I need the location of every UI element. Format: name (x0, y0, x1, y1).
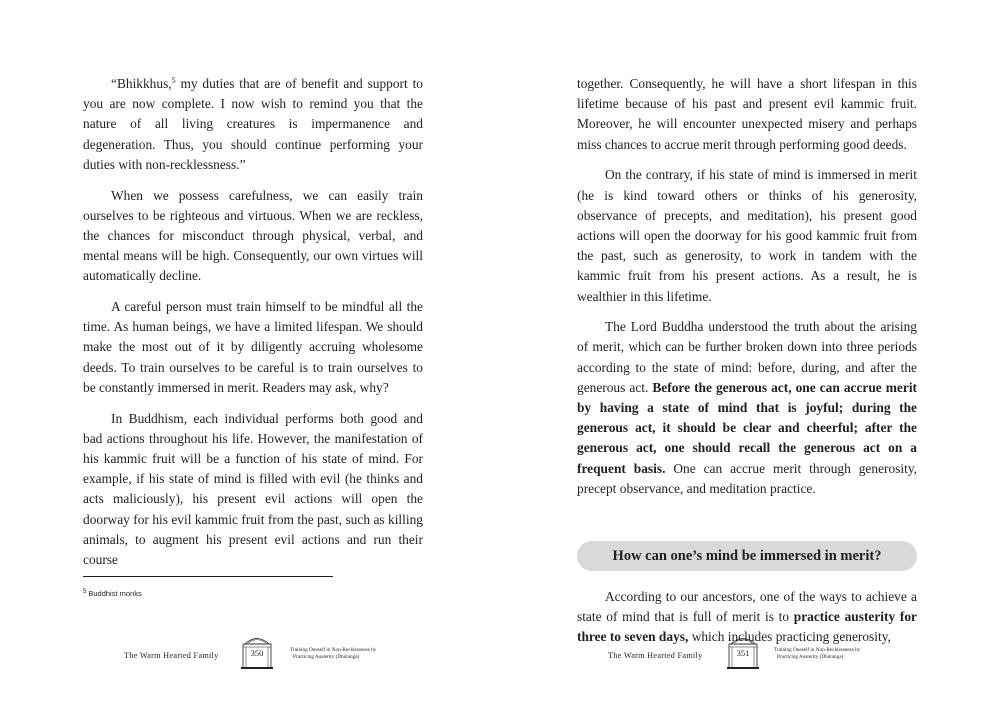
page-number: 351 (736, 648, 750, 658)
footnote (83, 589, 142, 598)
page-footer (0, 632, 500, 672)
footnote-marker[interactable]: 5 (171, 76, 176, 85)
page-footer (500, 632, 1000, 672)
page-number: 350 (250, 648, 264, 658)
right-page (500, 0, 1000, 707)
chapter-title: Training Oneself in Non-Recklessness by Practicing Austerity (Dhūtanga) (774, 647, 861, 660)
temple-emblem-icon (724, 632, 762, 670)
book-title: The Warm Hearted Family (608, 651, 703, 660)
chapter-title: Training Oneself in Non-Recklessness by Practicing Austerity (Dhūtanga) (290, 647, 377, 660)
right-text-column (577, 74, 917, 658)
paragraph: The Lord Buddha understood the truth about the arising of merit, which can be further broken down into three periods according to the state of mind: before, during, and after the generous act. Before the generous act, one can accrue merit by having a state of mind that is joyful; during the generous act, it should be clear and cheerful; after the generous act, one should recall the generous act on a frequent basis. One can accrue merit through generosity, precept observance, and meditation practice. (577, 319, 917, 496)
paragraph: On the contrary, if his state of mind is immersed in merit (he is kind toward others or thinks of his generosity, observance of precepts, and meditation), his present good actions will open the doorway for his good kammic fruit from the past, such as generosity, to work in tandem with the kammic fruit from his present actions. As a result, he is wealthier in this lifetime. (577, 167, 917, 304)
paragraph: together. Consequently, he will have a short lifespan in this lifetime because of his past and present evil kammic fruit. Moreover, he will encounter unexpected misery and perhaps miss chances to accrue merit through performing good deeds. (577, 76, 917, 152)
temple-emblem-icon (238, 632, 276, 670)
footnote-number: 5 (83, 589, 87, 595)
paragraph: When we possess carefulness, we can easily train ourselves to be righteous and virtuous. When we are reckless, the chances for misconduct through physical, verbal, and mental means will be high. Consequently, our own virtues will automatically decline. (83, 187, 423, 284)
paragraph: “Bhikkhus,$^5$ my duties that are of benefit and support to you are now complete. I now wish to remind you that the nature of all living creatures is impermanence and degeneration. Thus, you should continue performing your duties with non-recklessness.” (83, 76, 423, 172)
footnote-text: Buddhist monks (88, 589, 142, 598)
paragraph: A careful person must train himself to be mindful all the time. As human beings, we have a limited lifespan. We should make the most out of it by diligently accruing wholesome deeds. To train ourselves to be careful is to train ourselves to be constantly immersed in merit. Readers may ask, why? (83, 299, 423, 395)
footnote-divider (83, 576, 333, 577)
section-heading: How can one’s mind be immersed in merit? (577, 541, 917, 571)
book-title: The Warm Hearted Family (124, 651, 219, 660)
paragraph: In Buddhism, each individual performs both good and bad actions throughout his life. However, the manifestation of his kammic fruit will be a function of his state of mind. For example, if his state of mind is filled with evil (he thinks and acts maliciously), his present evil actions will open the doorway for his evil kammic fruit from the past, such as killing animals, to augment his present evil actions and run their course (83, 410, 423, 567)
left-text-column (83, 74, 423, 581)
paragraph: According to our ancestors, one of the ways to achieve a state of mind that is full of merit is to practice austerity for three to seven days, which includes practicing generosity, (577, 589, 917, 645)
